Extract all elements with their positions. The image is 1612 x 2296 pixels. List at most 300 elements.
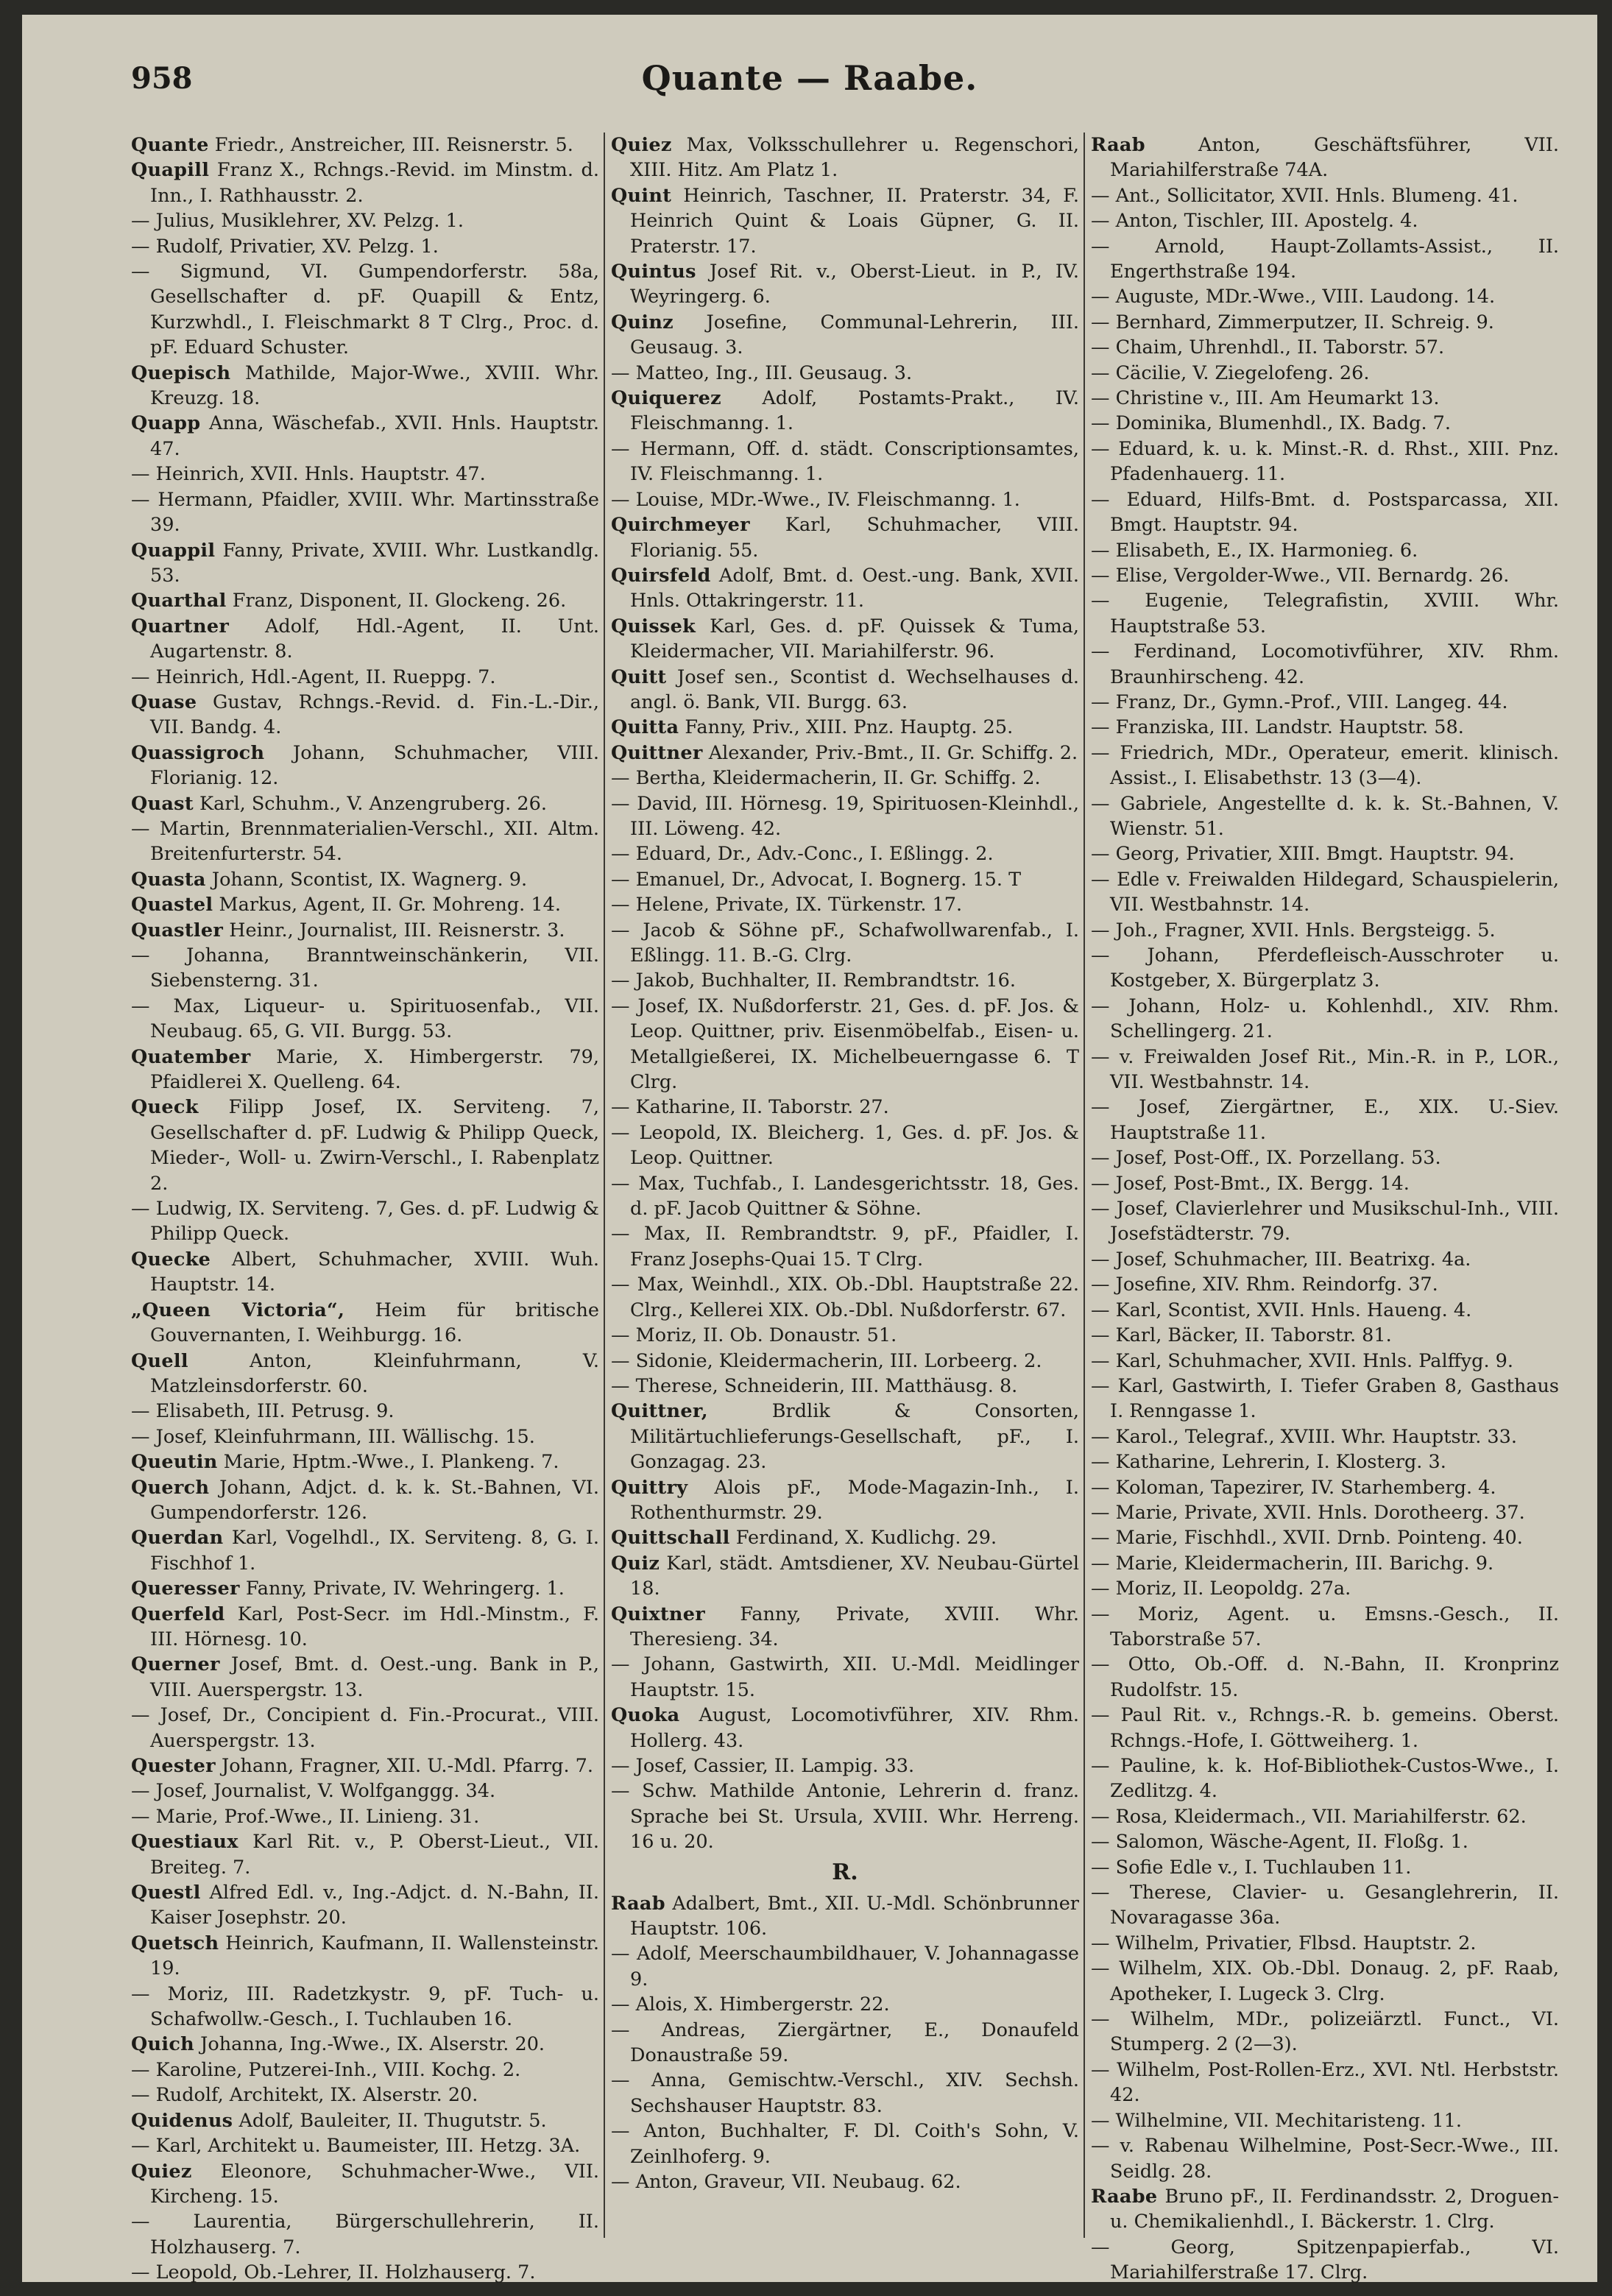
directory-entry xyxy=(1091,1804,1559,1829)
directory-entry xyxy=(1091,867,1559,918)
entry-text: — Josefine, XIV. Rhm. Reindorfg. 37. xyxy=(1091,1274,1438,1296)
directory-entry xyxy=(611,892,1079,917)
directory-entry xyxy=(611,361,1079,386)
directory-entry xyxy=(1091,2007,1559,2057)
entry-text: Karl, Vogelhdl., IX. Serviteng. 8, G. I. Fischhof 1. xyxy=(150,1527,599,1575)
entry-text: — Ant., Sollicitator, XVII. Hnls. Blumeng. 41. xyxy=(1091,184,1519,207)
directory-entry xyxy=(1091,1880,1559,1931)
entry-surname: Querdan xyxy=(131,1527,224,1550)
entry-text: August, Locomotivführer, XIV. Rhm. Hollerg. 43. xyxy=(630,1704,1079,1752)
directory-entry xyxy=(1091,1703,1559,1753)
entry-surname: Queresser xyxy=(131,1578,240,1600)
directory-entry xyxy=(611,1652,1079,1703)
entry-text: — Max, Tuchfab., I. Landesgerichtsstr. 18, Ges. d. pF. Jacob Quittner & Söhne. xyxy=(611,1172,1079,1221)
entry-text: Josef, Bmt. d. Oest.-ung. Bank in P., VIII. Auerspergstr. 13. xyxy=(150,1653,599,1701)
entry-surname: Questiaux xyxy=(131,1831,238,1854)
directory-entry xyxy=(131,614,599,665)
entry-text: — Karl, Bäcker, II. Taborstr. 81. xyxy=(1091,1324,1392,1347)
entry-text: Adolf, Hdl.-Agent, II. Unt. Augartenstr. 8. xyxy=(150,615,599,663)
directory-entry xyxy=(131,2159,599,2210)
directory-entry xyxy=(1091,1956,1559,2007)
entry-text: — Hermann, Pfaidler, XVIII. Whr. Martinsstraße 39. xyxy=(131,488,599,537)
entry-text: — Josef, Kleinfuhrmann, III. Wällischg. 15. xyxy=(131,1425,535,1448)
entry-text: — Joh., Fragner, XVII. Hnls. Bergsteigg. 5. xyxy=(1091,919,1496,942)
entry-surname: Querch xyxy=(131,1476,210,1499)
directory-entry xyxy=(1091,361,1559,386)
directory-entry xyxy=(611,2018,1079,2069)
entry-text: — Georg, Privatier, XIII. Bmgt. Hauptstr. 94. xyxy=(1091,843,1515,866)
entry-text: Markus, Agent, II. Gr. Mohreng. 14. xyxy=(213,894,561,916)
directory-entry xyxy=(611,968,1079,993)
directory-entry xyxy=(611,133,1079,183)
directory-entry xyxy=(611,2119,1079,2169)
directory-entry xyxy=(131,2133,599,2158)
entry-text: — Otto, Ob.-Off. d. N.-Bahn, II. Kronprinz Rudolfstr. 15. xyxy=(1091,1653,1559,1701)
directory-entry xyxy=(131,1525,599,1576)
directory-entry xyxy=(1091,841,1559,866)
entry-text: — Moriz, II. Ob. Donaustr. 51. xyxy=(611,1324,897,1347)
entry-surname: Quasta xyxy=(131,868,206,891)
entry-surname: Quappil xyxy=(131,539,216,562)
entry-text: — Johann, Gastwirth, XII. U.-Mdl. Meidlinger Hauptstr. 15. xyxy=(611,1653,1079,1701)
entry-surname: Quidenus xyxy=(131,2109,233,2132)
entry-text: — Dominika, Blumenhdl., IX. Badg. 7. xyxy=(1091,412,1451,435)
entry-surname: Querfeld xyxy=(131,1603,225,1625)
page-number: 958 xyxy=(131,61,193,96)
directory-entry xyxy=(1091,1196,1559,1247)
entry-surname: Quinz xyxy=(611,311,674,333)
entry-text: Adolf, Bauleiter, II. Thugutstr. 5. xyxy=(233,2109,547,2132)
directory-entry xyxy=(611,563,1079,614)
directory-entry xyxy=(131,487,599,538)
directory-entry xyxy=(611,1399,1079,1474)
entry-text: — Josef, Dr., Concipient d. Fin.-Procurat., VIII. Auerspergstr. 13. xyxy=(131,1704,599,1752)
entry-surname: Quast xyxy=(131,792,194,815)
directory-entry xyxy=(1091,335,1559,360)
entry-text: — Karol., Telegraf., XVIII. Whr. Hauptstr. 33. xyxy=(1091,1425,1517,1448)
entry-text: Heinrich, Taschner, II. Praterstr. 34, F. Heinrich Quint & Loais Güpner, G. II. Praterstr. 17. xyxy=(630,184,1079,258)
directory-entry xyxy=(131,1095,599,1196)
directory-entry xyxy=(1091,1272,1559,1297)
directory-entry xyxy=(131,1475,599,1526)
directory-entry xyxy=(131,690,599,741)
entry-text: — Elisabeth, III. Petrusg. 9. xyxy=(131,1400,395,1423)
entry-text: — Therese, Clavier- u. Gesanglehrerin, II. Novaragasse 36a. xyxy=(1091,1882,1559,1929)
directory-entry xyxy=(611,614,1079,665)
directory-entry xyxy=(611,512,1079,563)
directory-entry xyxy=(1091,2133,1559,2184)
entry-text: Karl, Schuhm., V. Anzengruberg. 26. xyxy=(193,792,547,815)
directory-entry xyxy=(1091,1424,1559,1449)
entry-text: — Georg, Spitzenpapierfab., VI. Mariahilferstraße 17. Clrg. xyxy=(1091,2236,1559,2284)
entry-text: Anton, Kleinfuhrmann, V. Matzleinsdorferstr. 60. xyxy=(150,1349,599,1397)
entry-surname: Quatember xyxy=(131,1045,251,1068)
directory-entry xyxy=(1091,234,1559,285)
directory-entry xyxy=(611,386,1079,437)
entry-text: Brdlik & Consorten, Militärtuchlieferungs-Gesellschaft, pF., I. Gonzagag. 23. xyxy=(630,1400,1079,1474)
entry-text: — Max, Weinhdl., XIX. Ob.-Dbl. Hauptstraße 22. Clrg., Kellerei XIX. Ob.-Dbl. Nußdorferstr. 67. xyxy=(611,1274,1079,1321)
entry-text: — Wilhelm, MDr., polizeiärztl. Funct., VI. Stumperg. 2 (2—3). xyxy=(1091,2008,1559,2056)
entry-text: — Adolf, Meerschaumbildhauer, V. Johannagasse 9. xyxy=(611,1943,1079,1991)
entry-text: — Friedrich, MDr., Operateur, emerit. klinisch. Assist., I. Elisabethstr. 13 (3—4). xyxy=(1091,741,1559,790)
entry-surname: Quell xyxy=(131,1349,188,1372)
entry-text: Johanna, Ing.-Wwe., IX. Alserstr. 20. xyxy=(194,2033,545,2056)
directory-entry xyxy=(131,1424,599,1449)
entry-text: — Heinrich, Hdl.-Agent, II. Rueppg. 7. xyxy=(131,665,496,688)
entry-surname: Queutin xyxy=(131,1451,218,1474)
entry-text: — Anton, Graveur, VII. Neubaug. 62. xyxy=(611,2171,961,2194)
directory-entry xyxy=(1091,918,1559,943)
directory-entry xyxy=(1091,1551,1559,1576)
directory-entry xyxy=(1091,1247,1559,1272)
entry-text: — Wilhelm, XIX. Ob.-Dbl. Donaug. 2, pF. Raab, Apotheker, I. Lugeck 3. Clrg. xyxy=(1091,1957,1559,2005)
entry-text: — Karl, Scontist, XVII. Hnls. Haueng. 4. xyxy=(1091,1299,1472,1321)
entry-surname: Quint xyxy=(611,184,672,207)
entry-surname: Quarthal xyxy=(131,590,227,612)
directory-entry xyxy=(611,2068,1079,2119)
directory-entry xyxy=(1091,538,1559,563)
entry-surname: Queck xyxy=(131,1096,199,1119)
entry-text: — Marie, Fischhdl., XVII. Drnb. Pointeng. 40. xyxy=(1091,1527,1523,1550)
directory-page xyxy=(22,15,1597,2282)
entry-text: — Josef, Post-Bmt., IX. Bergg. 14. xyxy=(1091,1172,1410,1195)
directory-entry xyxy=(1091,943,1559,994)
directory-entry xyxy=(131,665,599,690)
entry-surname: Raab xyxy=(611,1892,665,1915)
directory-entry xyxy=(611,1349,1079,1374)
entry-text: — Arnold, Haupt-Zollamts-Assist., II. Engerthstraße 194. xyxy=(1091,235,1559,283)
entry-surname: Quittschall xyxy=(611,1527,730,1550)
entry-text: Adolf, Postamts-Prakt., IV. Fleischmanng. 1. xyxy=(630,387,1079,435)
entry-text: — David, III. Hörnesg. 19, Spirituosen-Kleinhdl., III. Löweng. 42. xyxy=(611,792,1079,840)
directory-entry xyxy=(1091,1576,1559,1601)
entry-surname: Raab xyxy=(1091,134,1145,156)
entry-text: Heinr., Journalist, III. Reisnerstr. 3. xyxy=(223,919,565,942)
entry-text: — Moriz, II. Leopoldg. 27a. xyxy=(1091,1578,1351,1600)
entry-surname: Quittner xyxy=(611,741,703,764)
directory-entry xyxy=(131,867,599,892)
entry-text: — Eugenie, Telegrafistin, XVIII. Whr. Hauptstraße 53. xyxy=(1091,590,1559,637)
entry-text: Friedr., Anstreicher, III. Reisnerstr. 5. xyxy=(208,134,573,156)
entry-text: Eleonore, Schuhmacher-Wwe., VII. Kircheng. 15. xyxy=(150,2160,599,2208)
directory-entry xyxy=(611,1941,1079,1992)
entry-text: — Pauline, k. k. Hof-Bibliothek-Custos-Wwe., I. Zedlitzg. 4. xyxy=(1091,1755,1559,1803)
entry-text: — Marie, Prof.-Wwe., II. Linieng. 31. xyxy=(131,1805,480,1828)
entry-surname: Quepisch xyxy=(131,361,231,384)
entry-text: Josef Rit. v., Oberst-Lieut. in P., IV. Weyringerg. 6. xyxy=(630,261,1079,308)
entry-text: — Wilhelm, Privatier, Flbsd. Hauptstr. 2. xyxy=(1091,1932,1477,1954)
directory-entry xyxy=(611,2169,1079,2194)
entry-text: — Eduard, Hilfs-Bmt. d. Postsparcassa, XII. Bmgt. Hauptstr. 94. xyxy=(1091,488,1559,537)
entry-surname: Quich xyxy=(131,2033,195,2056)
directory-entry xyxy=(1091,411,1559,436)
directory-entry xyxy=(131,234,599,259)
entry-text: — v. Freiwalden Josef Rit., Min.-R. in P., LOR., VII. Westbahnstr. 14. xyxy=(1091,1045,1559,1094)
directory-entry xyxy=(1091,487,1559,538)
entry-text: — Josef, Cassier, II. Lampig. 33. xyxy=(611,1755,915,1777)
entry-text: — Marie, Kleidermacherin, III. Barichg. 9. xyxy=(1091,1552,1494,1575)
directory-entry xyxy=(611,1323,1079,1348)
directory-entry xyxy=(1091,1171,1559,1196)
directory-entry xyxy=(131,816,599,867)
entry-text: — Jacob & Söhne pF., Schafwollwarenfab., I. Eßlingg. 11. B.-G. Clrg. xyxy=(611,919,1079,967)
directory-entry xyxy=(131,1778,599,1804)
entry-text: — Johanna, Branntweinschänkerin, VII. Siebensterng. 31. xyxy=(131,944,599,992)
entry-text: Adalbert, Bmt., XII. U.-Mdl. Schönbrunner Hauptstr. 106. xyxy=(630,1892,1079,1940)
entry-text: — Anton, Buchhalter, F. Dl. Coith's Sohn, V. Zeinlhoferg. 9. xyxy=(611,2120,1079,2168)
entry-surname: Quiez xyxy=(131,2160,192,2183)
entry-text: — v. Rabenau Wilhelmine, Post-Secr.-Wwe., III. Seidlg. 28. xyxy=(1091,2135,1559,2183)
directory-entry xyxy=(131,1753,599,1778)
directory-entry xyxy=(131,1652,599,1703)
directory-entry xyxy=(131,1349,599,1399)
entry-text: — Edle v. Freiwalden Hildegard, Schauspielerin, VII. Westbahnstr. 14. xyxy=(1091,868,1559,916)
entry-text: — Josef, Journalist, V. Wolfganggg. 34. xyxy=(131,1780,496,1803)
entry-text: Fanny, Priv., XIII. Pnz. Hauptg. 25. xyxy=(679,716,1014,739)
directory-column-1 xyxy=(131,133,599,2284)
entry-text: Fanny, Private, XVIII. Whr. Lustkandlg. 53. xyxy=(150,539,599,587)
entry-text: — Jakob, Buchhalter, II. Rembrandtstr. 16. xyxy=(611,969,1016,992)
directory-entry xyxy=(131,588,599,613)
entry-text: Albert, Schuhmacher, XVIII. Wuh. Hauptstr. 14. xyxy=(150,1248,599,1296)
entry-surname: Quartner xyxy=(131,615,230,637)
entry-text: — Hermann, Off. d. städt. Conscriptionsamtes, IV. Fleischmanng. 1. xyxy=(611,437,1079,486)
entry-text: — Therese, Schneiderin, III. Matthäusg. 8. xyxy=(611,1374,1018,1397)
directory-entry xyxy=(131,411,599,462)
entry-text: — Franz, Dr., Gymn.-Prof., VIII. Langeg. 44. xyxy=(1091,690,1508,713)
entry-surname: Quissek xyxy=(611,615,696,637)
directory-entry xyxy=(1091,1298,1559,1323)
entry-surname: Questl xyxy=(131,1882,201,1904)
directory-entry xyxy=(1091,386,1559,411)
entry-text: — Cäcilie, V. Ziegelofeng. 26. xyxy=(1091,361,1370,384)
directory-entry xyxy=(1091,208,1559,233)
directory-entry xyxy=(131,1602,599,1653)
directory-entry xyxy=(1091,1602,1559,1653)
directory-entry xyxy=(1091,1525,1559,1550)
entry-text: Josefine, Communal-Lehrerin, III. Geusaug. 3. xyxy=(630,311,1079,359)
directory-entry xyxy=(131,2083,599,2108)
running-head: Quante — Raabe. xyxy=(641,58,978,98)
directory-entry xyxy=(611,1778,1079,1854)
directory-entry xyxy=(1091,1323,1559,1348)
directory-entry xyxy=(1091,1374,1559,1424)
directory-entry xyxy=(611,1753,1079,1778)
entry-text: — Wilhelmine, VII. Mechitaristeng. 11. xyxy=(1091,2109,1462,2132)
entry-text: Franz X., Rchngs.-Revid. im Minstm. d. Inn., I. Rathhausstr. 2. xyxy=(150,159,599,207)
entry-text: Max, Volksschullehrer u. Regenschori, XIII. Hitz. Am Platz 1. xyxy=(630,134,1079,182)
entry-text: — Rosa, Kleidermach., VII. Mariahilferstr. 62. xyxy=(1091,1805,1527,1828)
entry-text: — Louise, MDr.-Wwe., IV. Fleischmanng. 1. xyxy=(611,488,1020,511)
entry-text: — Martin, Brennmaterialien-Verschl., XII. Altm. Breitenfurterstr. 54. xyxy=(131,817,599,866)
entry-surname: Quase xyxy=(131,690,197,713)
directory-entry xyxy=(1091,2184,1559,2235)
page-header xyxy=(22,55,1597,114)
directory-entry xyxy=(131,1399,599,1424)
entry-text: Filipp Josef, IX. Serviteng. 7, Gesellschafter d. pF. Ludwig & Philipp Queck, Mieder-, Woll- u. Zwirn-Verschl., I. Rabenplatz 2. xyxy=(150,1096,599,1195)
entry-surname: Raabe xyxy=(1091,2185,1158,2208)
column-divider xyxy=(604,133,605,2238)
directory-entry xyxy=(131,1703,599,1753)
directory-entry xyxy=(131,361,599,411)
directory-entry xyxy=(1091,284,1559,309)
directory-entry xyxy=(611,791,1079,842)
directory-entry xyxy=(131,462,599,487)
entry-text: — Moriz, Agent. u. Emsns.-Gesch., II. Taborstraße 57. xyxy=(1091,1603,1559,1650)
directory-entry xyxy=(611,1221,1079,1272)
directory-entry xyxy=(131,259,599,361)
entry-text: — Katharine, Lehrerin, I. Klosterg. 3. xyxy=(1091,1451,1446,1474)
entry-text: Alfred Edl. v., Ing.-Adjct. d. N.-Bahn, II. Kaiser Josephstr. 20. xyxy=(150,1882,599,1929)
directory-entry xyxy=(1091,2108,1559,2133)
entry-text: — Sofie Edle v., I. Tuchlauben 11. xyxy=(1091,1856,1412,1879)
directory-column-3 xyxy=(1091,133,1559,2284)
entry-text: — Rudolf, Privatier, XV. Pelzg. 1. xyxy=(131,235,439,258)
entry-text: — Bernhard, Zimmerputzer, II. Schreig. 9. xyxy=(1091,311,1494,333)
directory-entry xyxy=(131,1196,599,1247)
directory-entry xyxy=(1091,1095,1559,1145)
directory-entry xyxy=(1091,639,1559,690)
entry-text: Fanny, Private, XVIII. Whr. Theresieng. 34. xyxy=(630,1603,1079,1650)
entry-text: — Helene, Private, IX. Türkenstr. 17. xyxy=(611,894,963,916)
entry-text: — Eduard, Dr., Adv.-Conc., I. Eßlingg. 2. xyxy=(611,843,994,866)
entry-text: Karl, Post-Secr. im Hdl.-Minstm., F. III. Hörnesg. 10. xyxy=(150,1603,599,1650)
entry-text: — Matteo, Ing., III. Geusaug. 3. xyxy=(611,361,913,384)
entry-text: — Chaim, Uhrenhdl., II. Taborstr. 57. xyxy=(1091,336,1445,359)
entry-surname: Quiz xyxy=(611,1552,660,1575)
entry-text: Anna, Wäschefab., XVII. Hnls. Hauptstr. 47. xyxy=(150,412,599,460)
directory-entry xyxy=(611,437,1079,487)
entry-text: — Leopold, Ob.-Lehrer, II. Holzhauserg. 7. xyxy=(131,2261,536,2284)
directory-entry xyxy=(131,2108,599,2133)
entry-text: — Anton, Tischler, III. Apostelg. 4. xyxy=(1091,210,1418,233)
entry-surname: Quixtner xyxy=(611,1603,706,1625)
directory-entry xyxy=(131,1931,599,1982)
entry-text: Adolf, Bmt. d. Oest.-ung. Bank, XVII. Hnls. Ottakringerstr. 11. xyxy=(630,564,1079,612)
directory-entry xyxy=(611,487,1079,512)
entry-text: — Salomon, Wäsche-Agent, II. Floßg. 1. xyxy=(1091,1831,1468,1854)
directory-entry xyxy=(611,1992,1079,2017)
entry-text: Alois pF., Mode-Magazin-Inh., I. Rothenthurmstr. 29. xyxy=(630,1476,1079,1524)
entry-text: Marie, X. Himbergerstr. 79, Pfaidlerei X. Quelleng. 64. xyxy=(150,1045,599,1094)
entry-text: — Auguste, MDr.-Wwe., VIII. Laudong. 14. xyxy=(1091,286,1496,308)
entry-text: — Alois, X. Himbergerstr. 22. xyxy=(611,1993,890,2016)
directory-entry xyxy=(1091,690,1559,715)
directory-entry xyxy=(1091,1855,1559,1880)
entry-surname: Quante xyxy=(131,134,209,156)
directory-entry xyxy=(1091,1349,1559,1374)
directory-entry xyxy=(611,1171,1079,1222)
entry-surname: Quittner, xyxy=(611,1400,708,1423)
entry-text: — Julius, Musiklehrer, XV. Pelzg. 1. xyxy=(131,210,464,233)
directory-entry xyxy=(611,183,1079,259)
entry-text: Ferdinand, X. Kudlichg. 29. xyxy=(729,1527,997,1550)
directory-entry xyxy=(131,2209,599,2260)
section-heading: R. xyxy=(832,1859,858,1885)
directory-entry xyxy=(611,1095,1079,1120)
directory-entry xyxy=(1091,183,1559,208)
directory-entry xyxy=(1091,1829,1559,1854)
entry-text: — Ludwig, IX. Serviteng. 7, Ges. d. pF. Ludwig & Philipp Queck. xyxy=(131,1198,599,1246)
entry-text: — Eduard, k. u. k. Minst.-R. d. Rhst., XIII. Pnz. Pfadenhauerg. 11. xyxy=(1091,437,1559,486)
directory-entry xyxy=(131,1045,599,1095)
directory-entry xyxy=(1091,715,1559,740)
entry-text: Karl, Ges. d. pF. Quissek & Tuma, Kleidermacher, VII. Mariahilferstr. 96. xyxy=(630,615,1079,663)
entry-surname: Quassigroch xyxy=(131,741,265,764)
directory-entry xyxy=(131,208,599,233)
directory-entry xyxy=(131,2032,599,2057)
directory-entry xyxy=(131,791,599,816)
entry-text: — Heinrich, XVII. Hnls. Hauptstr. 47. xyxy=(131,463,486,486)
directory-entry xyxy=(1091,1449,1559,1474)
directory-entry xyxy=(1091,1045,1559,1095)
directory-entry xyxy=(611,994,1079,1095)
entry-text: — Andreas, Ziergärtner, E., Donaufeld Donaustraße 59. xyxy=(611,2018,1079,2067)
directory-entry xyxy=(131,1247,599,1298)
directory-entry xyxy=(131,943,599,994)
entry-text: — Leopold, IX. Bleicherg. 1, Ges. d. pF. Jos. & Leop. Quittner. xyxy=(611,1121,1079,1170)
entry-text: — Ferdinand, Locomotivführer, XIV. Rhm. Braunhirscheng. 42. xyxy=(1091,640,1559,688)
entry-text: — Josef, Ziergärtner, E., XIX. U.-Siev. Hauptstraße 11. xyxy=(1091,1096,1559,1144)
entry-text: — Laurentia, Bürgerschullehrerin, II. Holzhauserg. 7. xyxy=(131,2211,599,2258)
directory-entry xyxy=(1091,437,1559,487)
entry-text: — Karoline, Putzerei-Inh., VIII. Kochg. 2. xyxy=(131,2058,521,2081)
entry-text: — Sigmund, VI. Gumpendorferstr. 58a, Gesellschafter d. pF. Quapill & Entz, Kurzwhdl., I. Fleischmarkt 8 T Clrg., Proc. d. pF. Eduard Schuster. xyxy=(131,261,599,359)
entry-text: Alexander, Priv.-Bmt., II. Gr. Schiffg. 2. xyxy=(702,741,1078,764)
directory-entry xyxy=(131,2057,599,2083)
directory-entry xyxy=(131,1576,599,1601)
entry-surname: Quiquerez xyxy=(611,387,721,410)
directory-entry xyxy=(1091,310,1559,335)
entry-text: — Josef, Schuhmacher, III. Beatrixg. 4a. xyxy=(1091,1248,1471,1271)
directory-entry xyxy=(131,133,599,158)
entry-text: — Sidonie, Kleidermacherin, III. Lorbeerg. 2. xyxy=(611,1349,1042,1372)
entry-text: — Karl, Gastwirth, I. Tiefer Graben 8, Gasthaus I. Renngasse 1. xyxy=(1091,1374,1559,1423)
entry-text: Fanny, Private, IV. Wehringerg. 1. xyxy=(239,1578,565,1600)
entry-text: — Rudolf, Architekt, IX. Alserstr. 20. xyxy=(131,2084,478,2107)
directory-entry xyxy=(131,538,599,589)
entry-text: Karl, städt. Amtsdiener, XV. Neubau-Gürtel 18. xyxy=(630,1552,1079,1600)
entry-text: Josef sen., Scontist d. Wechselhauses d. angl. ö. Bank, VII. Burgg. 63. xyxy=(630,665,1079,713)
entry-text: Johann, Scontist, IX. Wagnerg. 9. xyxy=(205,868,528,891)
directory-entry xyxy=(1091,588,1559,639)
entry-surname: „Queen Victoria“, xyxy=(131,1299,345,1321)
directory-column-2 xyxy=(611,133,1079,2253)
entry-surname: Quastler xyxy=(131,919,224,942)
directory-entry xyxy=(131,2260,599,2285)
directory-entry xyxy=(1091,1931,1559,1956)
directory-entry xyxy=(611,1475,1079,1526)
directory-entry xyxy=(131,1298,599,1349)
entry-surname: Quitta xyxy=(611,716,679,739)
entry-text: — Christine v., III. Am Heumarkt 13. xyxy=(1091,387,1440,410)
directory-entry xyxy=(611,310,1079,361)
directory-entry xyxy=(1091,133,1559,183)
directory-entry xyxy=(131,1804,599,1829)
entry-text: Franz, Disponent, II. Glockeng. 26. xyxy=(226,590,567,612)
entry-text: — Karl, Architekt u. Baumeister, III. Hetzg. 3A. xyxy=(131,2135,581,2158)
directory-entry xyxy=(611,1525,1079,1550)
directory-entry xyxy=(1091,791,1559,842)
entry-text: Johann, Adjct. d. k. k. St.-Bahnen, VI. Gumpendorferstr. 126. xyxy=(150,1476,599,1524)
entry-surname: Quintus xyxy=(611,261,696,283)
directory-entry xyxy=(611,841,1079,866)
directory-entry xyxy=(131,1829,599,1880)
entry-text: — Moriz, III. Radetzkystr. 9, pF. Tuch- u. Schafwollw.-Gesch., I. Tuchlauben 16. xyxy=(131,1982,599,2031)
entry-text: — Wilhelm, Post-Rollen-Erz., XVI. Ntl. Herbststr. 42. xyxy=(1091,2058,1559,2107)
entry-surname: Querner xyxy=(131,1653,220,1676)
entry-text: Mathilde, Major-Wwe., XVIII. Whr. Kreuzg. 18. xyxy=(150,361,599,410)
